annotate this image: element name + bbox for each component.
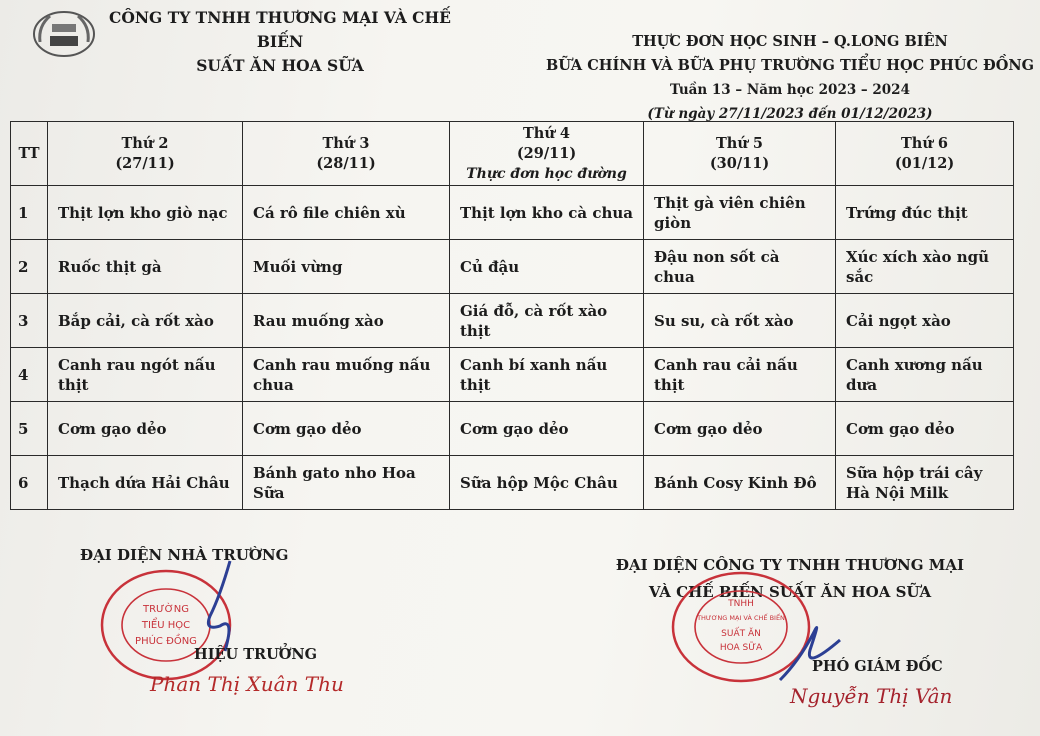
day-date: (28/11) — [316, 154, 376, 172]
signature-stroke — [190, 556, 250, 656]
day-name: Thứ 2 — [121, 134, 169, 152]
menu-cell: Cá rô file chiên xù — [243, 186, 450, 240]
day-date: (30/11) — [709, 154, 770, 172]
menu-cell: Thạch dứa Hải Châu — [48, 456, 243, 510]
company-name-line1: CÔNG TY TNHH THƯƠNG MẠI VÀ CHẾ BIẾN — [109, 8, 451, 51]
stamp-text-line: TNHH — [728, 599, 754, 609]
principal-name: Phan Thị Xuân Thu — [150, 672, 344, 696]
menu-cell: Cơm gạo dẻo — [836, 402, 1014, 456]
company-name-line2: SUẤT ĂN HOA SỮA — [196, 56, 364, 75]
row-number: 3 — [11, 294, 48, 348]
menu-cell: Thịt gà viên chiên giòn — [644, 186, 836, 240]
table-header-row — [11, 122, 1014, 186]
company-header — [95, 6, 465, 78]
menu-cell: Xúc xích xào ngũ sắc — [836, 240, 1014, 294]
menu-cell: Cơm gạo dẻo — [450, 402, 644, 456]
menu-cell: Bánh gato nho Hoa Sữa — [243, 456, 450, 510]
col-header-day — [450, 122, 644, 186]
menu-cell: Trứng đúc thịt — [836, 186, 1014, 240]
col-header-day — [644, 122, 836, 186]
menu-cell: Bánh Cosy Kinh Đô — [644, 456, 836, 510]
day-note: Thực đơn học đường — [466, 165, 627, 182]
stamp-text-line: TIỂU HỌC — [141, 620, 191, 631]
table-row — [11, 402, 1014, 456]
day-name: Thứ 6 — [900, 134, 948, 152]
stamp-text-line: HOA SỮA — [719, 643, 763, 653]
principal-title: HIỆU TRƯỞNG — [194, 646, 317, 663]
menu-subtitle: BỮA CHÍNH VÀ BỮA PHỤ TRƯỜNG TIỂU HỌC PHÚC ĐỒNG — [546, 57, 1034, 74]
stamp-text-line: PHÚC ĐỒNG — [135, 636, 197, 647]
col-header-day — [836, 122, 1014, 186]
menu-title: THỰC ĐƠN HỌC SINH – Q.LONG BIÊN — [632, 33, 948, 50]
col-header-day — [243, 122, 450, 186]
company-logo — [28, 8, 100, 60]
menu-table — [10, 121, 1014, 510]
col-header-day — [48, 122, 243, 186]
menu-cell: Cơm gạo dẻo — [243, 402, 450, 456]
table-row — [11, 240, 1014, 294]
menu-cell: Củ đậu — [450, 240, 644, 294]
menu-header — [540, 30, 1040, 126]
menu-cell: Cơm gạo dẻo — [644, 402, 836, 456]
day-date: (29/11) — [516, 144, 577, 162]
week-label: Tuần 13 – Năm học 2023 – 2024 — [670, 82, 910, 98]
menu-cell: Ruốc thịt gà — [48, 240, 243, 294]
col-header-tt: TT — [11, 122, 48, 186]
row-number: 2 — [11, 240, 48, 294]
menu-cell: Sữa hộp trái cây Hà Nội Milk — [836, 456, 1014, 510]
company-signature-line1: ĐẠI DIỆN CÔNG TY TNHH THƯƠNG MẠI — [615, 556, 965, 574]
menu-cell: Muối vừng — [243, 240, 450, 294]
menu-cell: Thịt lợn kho cà chua — [450, 186, 644, 240]
table-row — [11, 348, 1014, 402]
signature-stroke — [770, 610, 850, 690]
table-row — [11, 186, 1014, 240]
row-number: 1 — [11, 186, 48, 240]
menu-cell: Giá đỗ, cà rốt xào thịt — [450, 294, 644, 348]
vice-director-name: Nguyễn Thị Vân — [790, 684, 953, 708]
row-number: 5 — [11, 402, 48, 456]
menu-cell: Canh xương nấu dưa — [836, 348, 1014, 402]
row-number: 4 — [11, 348, 48, 402]
table-row — [11, 456, 1014, 510]
school-signature-heading: ĐẠI DIỆN NHÀ TRƯỜNG — [80, 546, 289, 564]
menu-cell: Thịt lợn kho giò nạc — [48, 186, 243, 240]
table-row — [11, 294, 1014, 348]
stamp-text-line: TRƯỜNG — [143, 604, 189, 615]
menu-cell: Su su, cà rốt xào — [644, 294, 836, 348]
menu-cell: Đậu non sốt cà chua — [644, 240, 836, 294]
menu-cell: Bắp cải, cà rốt xào — [48, 294, 243, 348]
row-number: 6 — [11, 456, 48, 510]
day-date: (01/12) — [894, 154, 955, 172]
day-name: Thứ 5 — [715, 134, 763, 152]
company-signature-line2: VÀ CHẾ BIẾN SUẤT ĂN HOA SỮA — [648, 583, 932, 601]
stamp-text-line: SUẤT ĂN — [721, 629, 761, 639]
date-range: (Từ ngày 27/11/2023 đến 01/12/2023) — [647, 106, 933, 122]
menu-cell: Rau muống xào — [243, 294, 450, 348]
vice-director-title: PHÓ GIÁM ĐỐC — [812, 658, 943, 675]
menu-cell: Sữa hộp Mộc Châu — [450, 456, 644, 510]
menu-cell: Canh rau ngót nấu thịt — [48, 348, 243, 402]
menu-cell: Canh rau cải nấu thịt — [644, 348, 836, 402]
day-date: (27/11) — [115, 154, 175, 172]
menu-cell: Canh bí xanh nấu thịt — [450, 348, 644, 402]
menu-cell: Canh rau muống nấu chua — [243, 348, 450, 402]
menu-cell: Cải ngọt xào — [836, 294, 1014, 348]
menu-cell: Cơm gạo dẻo — [48, 402, 243, 456]
day-name: Thứ 3 — [322, 134, 370, 152]
day-name: Thứ 4 — [522, 124, 570, 142]
stamp-text-line: THƯƠNG MẠI VÀ CHẾ BIẾN — [697, 614, 785, 622]
